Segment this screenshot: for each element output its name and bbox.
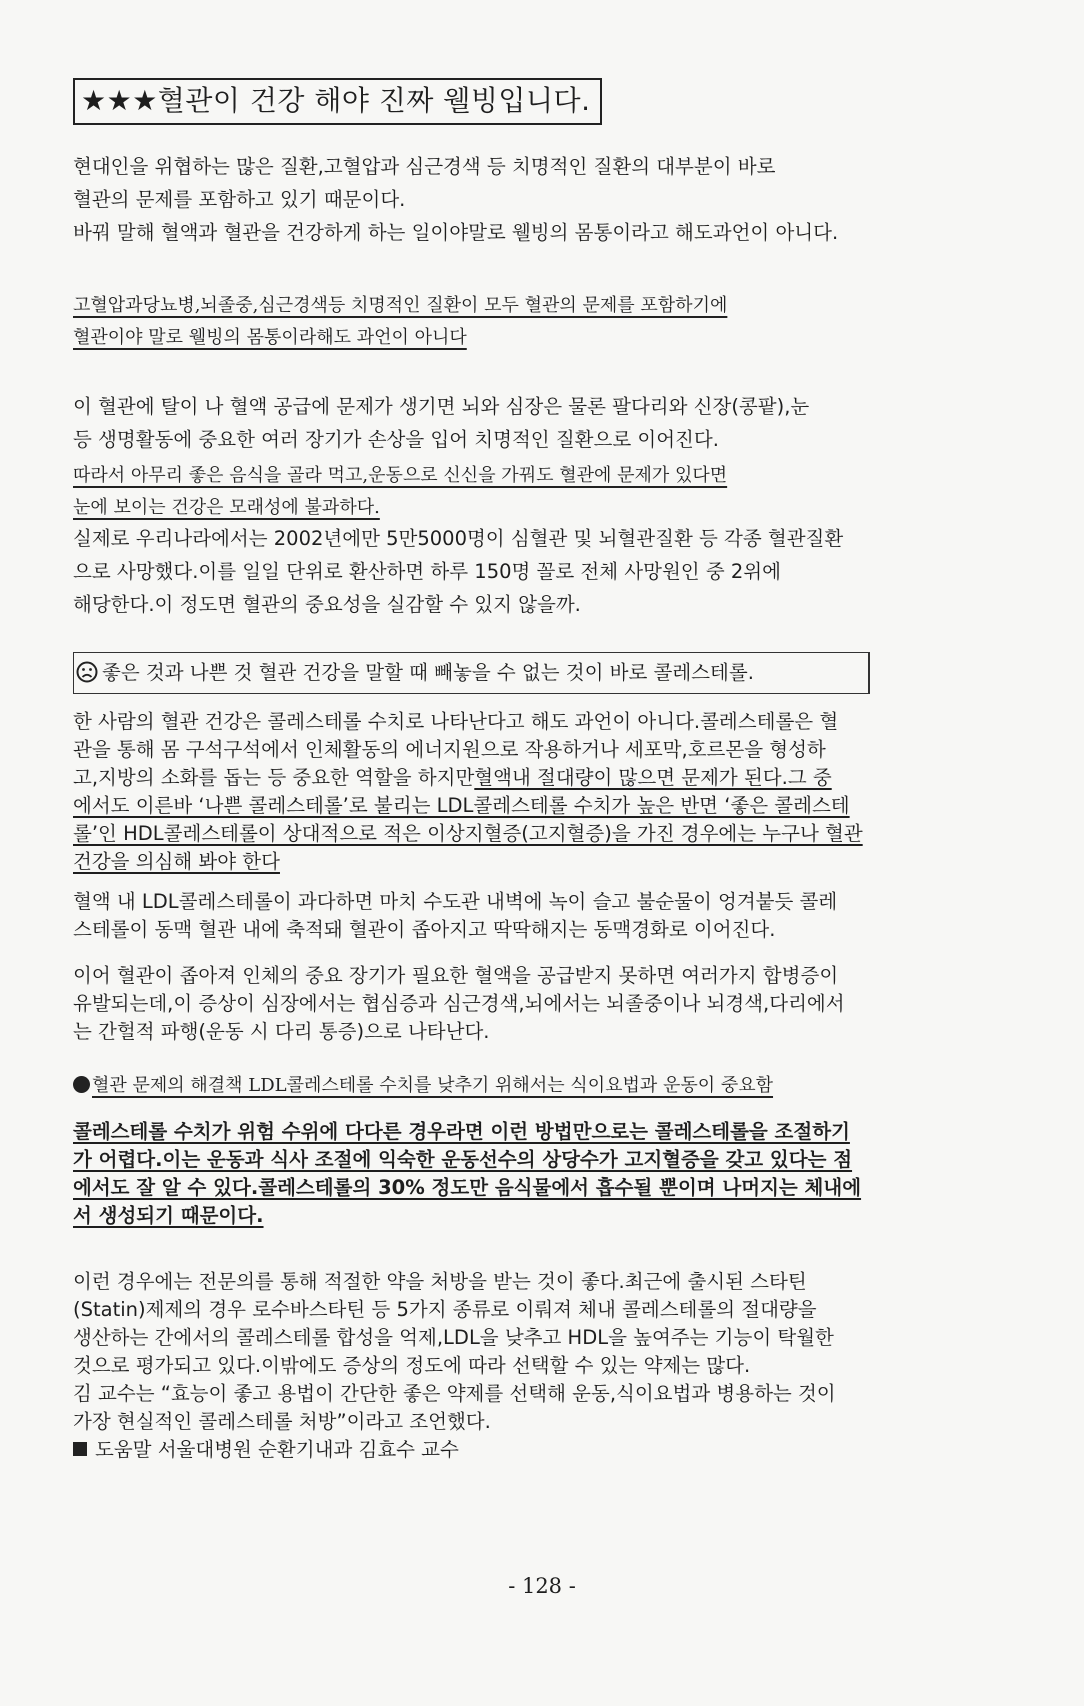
- handwritten-note-1: [73, 290, 973, 354]
- paragraph-2: [73, 390, 973, 456]
- handwritten-text: 혈관 문제의 해결책 LDL콜레스테롤 수치를 낮추기 위해서는 식이요법과 운동이 중요함: [92, 1075, 774, 1096]
- page-number: - 128 -: [508, 1574, 576, 1598]
- paragraph-6: [73, 962, 973, 1046]
- paragraph-3: [73, 522, 973, 621]
- title-box: [73, 78, 602, 125]
- text-line: 으로 사망했다.이를 일일 단위로 환산하면 하루 150명 꼴로 전체 사망원인 중 2위에: [73, 560, 781, 583]
- text-line: 관을 통해 몸 구석구석에서 인체활동의 에너지원으로 작용하거나 세포막,호르몬을 형성하: [73, 738, 826, 761]
- sad-face-icon: [76, 657, 98, 697]
- handwritten-line: 혈관이야 말로 웰빙의 몸통이라해도 과언이 아니다: [73, 327, 467, 348]
- underlined-line: 가 어렵다.이는 운동과 식사 조절에 익숙한 운동선수의 상당수가 고지혈증을 갖고 있다는 점: [73, 1148, 853, 1171]
- filled-square-icon: [73, 1442, 87, 1456]
- page-title: ★★★혈관이 건강 해야 진짜 웰빙입니다.: [81, 84, 591, 117]
- box-heading-text: 좋은 것과 나쁜 것 혈관 건강을 말할 때 빼놓을 수 없는 것이 바로 콜레스테롤.: [102, 661, 754, 684]
- text-span: 고,지방의 소화를 돕는 등 중요한 역할을 하지만: [73, 766, 475, 789]
- underlined-line: 콜레스테롤 수치가 위험 수위에 다다른 경우라면 이런 방법만으로는 콜레스테롤을 조절하기: [73, 1120, 850, 1143]
- paragraph-8: [73, 1268, 973, 1464]
- text-line: 는 간헐적 파행(운동 시 다리 통증)으로 나타난다.: [73, 1020, 490, 1043]
- text-line: 등 생명활동에 중요한 여러 장기가 손상을 입어 치명적인 질환으로 이어진다.: [73, 428, 719, 451]
- underlined-span: 혈액내 절대량이 많으면 문제가 된다.그 중: [474, 766, 832, 789]
- cholesterol-heading-box: [73, 652, 870, 694]
- text-line: 실제로 우리나라에서는 2002년에만 5만5000명이 심혈관 및 뇌혈관질환 등 각종 혈관질환: [73, 527, 844, 550]
- handwritten-line: 눈에 보이는 건강은 모래성에 불과하다.: [73, 497, 380, 518]
- text-line: 가장 현실적인 콜레스테롤 처방”이라고 조언했다.: [73, 1410, 491, 1433]
- intro-line: 바꿔 말해 혈액과 혈관을 건강하게 하는 일이야말로 웰빙의 몸통이라고 해도과언이 아니다.: [73, 221, 839, 244]
- underlined-line: 에서도 잘 알 수 있다.콜레스테롤의 30% 정도만 음식물에서 흡수될 뿐이며 나머지는 체내에: [73, 1176, 862, 1199]
- handwritten-note-2: [73, 460, 973, 524]
- underlined-line: 건강을 의심해 봐야 한다: [73, 850, 280, 873]
- underlined-line: 서 생성되기 때문이다.: [73, 1204, 264, 1227]
- text-line: 한 사람의 혈관 건강은 콜레스테롤 수치로 나타난다고 해도 과언이 아니다.콜레스테롤은 혈: [73, 710, 839, 733]
- paragraph-4: [73, 708, 973, 876]
- text-line: 스테롤이 동맥 혈관 내에 축적돼 혈관이 좁아지고 딱딱해지는 동맥경화로 이어진다.: [73, 918, 776, 941]
- paragraph-7: [73, 1118, 973, 1230]
- underlined-line: 롤’인 HDL콜레스테롤이 상대적으로 적은 이상지혈증(고지혈증)을 가진 경우에는 누구나 혈관: [73, 822, 863, 845]
- credit-text: 도움말 서울대병원 순환기내과 김효수 교수: [95, 1438, 459, 1461]
- intro-line: 혈관의 문제를 포함하고 있기 때문이다.: [73, 188, 406, 211]
- paragraph-5: [73, 888, 973, 944]
- text-line: (Statin)제제의 경우 로수바스타틴 등 5가지 종류로 이뤄져 체내 콜레스테롤의 절대량을: [73, 1298, 817, 1321]
- intro-paragraph: [73, 150, 973, 249]
- text-line: 김 교수는 “효능이 좋고 용법이 간단한 좋은 약제를 선택해 운동,식이요법과 병용하는 것이: [73, 1382, 836, 1405]
- intro-line: 현대인을 위협하는 많은 질환,고혈압과 심근경색 등 치명적인 질환의 대부분이 바로: [73, 155, 776, 178]
- text-line: 이어 혈관이 좁아져 인체의 중요 장기가 필요한 혈액을 공급받지 못하면 여러가지 합병증이: [73, 964, 839, 987]
- text-line: 생산하는 간에서의 콜레스테롤 합성을 억제,LDL을 낮추고 HDL을 높여주는 기능이 탁월한: [73, 1326, 834, 1349]
- text-line: 이 혈관에 탈이 나 혈액 공급에 문제가 생기면 뇌와 심장은 물론 팔다리와 신장(콩팥),눈: [73, 395, 810, 418]
- text-line: 혈액 내 LDL콜레스테롤이 과다하면 마치 수도관 내벽에 녹이 슬고 불순물이 엉겨붙듯 콜레: [73, 890, 838, 913]
- text-line: 해당한다.이 정도면 혈관의 중요성을 실감할 수 있지 않을까.: [73, 593, 581, 616]
- text-line: 것으로 평가되고 있다.이밖에도 증상의 정도에 따라 선택할 수 있는 약제는 많다.: [73, 1354, 751, 1377]
- text-line: 이런 경우에는 전문의를 통해 적절한 약을 처방을 받는 것이 좋다.최근에 출시된 스타틴: [73, 1270, 807, 1293]
- handwritten-line: [73, 1070, 973, 1102]
- filled-circle-icon: [73, 1076, 90, 1093]
- credit-line: [73, 1436, 973, 1464]
- underlined-line: 에서도 이른바 ‘나쁜 콜레스테롤’로 불리는 LDL콜레스테롤 수치가 높은 반면 ‘좋은 콜레스테: [73, 794, 850, 817]
- text-line: 유발되는데,이 증상이 심장에서는 협심증과 심근경색,뇌에서는 뇌졸중이나 뇌경색,다리에서: [73, 992, 845, 1015]
- text-line: [73, 764, 973, 792]
- handwritten-note-3: [73, 1070, 973, 1102]
- handwritten-line: 따라서 아무리 좋은 음식을 골라 먹고,운동으로 신신을 가꿔도 혈관에 문제가 있다면: [73, 465, 728, 486]
- handwritten-line: 고혈압과당뇨병,뇌졸중,심근경색등 치명적인 질환이 모두 혈관의 문제를 포함하기에: [73, 295, 728, 316]
